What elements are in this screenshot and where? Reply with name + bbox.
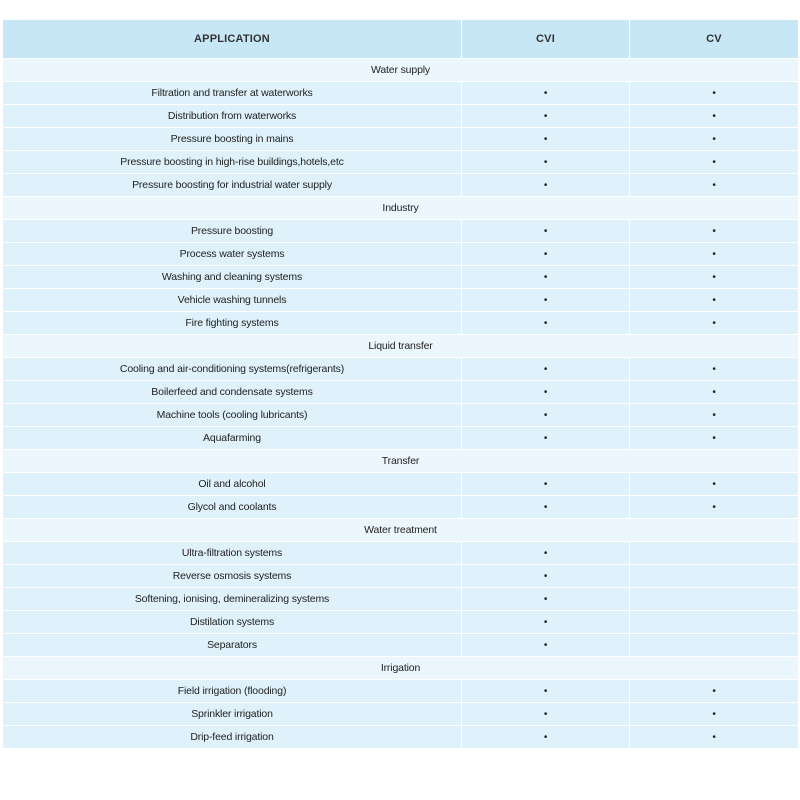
cv-availability-mark: •: [712, 709, 716, 720]
cv-cell: [630, 289, 799, 312]
cv-availability-mark: •: [712, 410, 716, 421]
cv-cell: [630, 565, 799, 588]
section-title: Irrigation: [3, 657, 799, 680]
section-row: [3, 519, 799, 542]
cv-cell: [630, 473, 799, 496]
cvi-cell: [462, 588, 630, 611]
cvi-availability-mark: •: [543, 364, 548, 375]
section-title: Water treatment: [3, 519, 799, 542]
cvi-cell: [462, 243, 630, 266]
cvi-availability-mark: •: [543, 732, 548, 743]
cv-availability-mark: •: [712, 318, 716, 329]
cvi-availability-mark: •: [543, 548, 548, 559]
cvi-cell: [462, 128, 630, 151]
cvi-availability-mark: •: [543, 433, 548, 444]
cvi-availability-mark: •: [543, 111, 548, 122]
cvi-cell: [462, 381, 630, 404]
cvi-availability-mark: •: [543, 180, 548, 191]
cv-availability-mark: •: [712, 111, 716, 122]
section-title: Liquid transfer: [3, 335, 799, 358]
header-application: APPLICATION: [3, 20, 462, 59]
cv-cell: [630, 427, 799, 450]
application-cell: Machine tools (cooling lubricants): [3, 404, 462, 427]
application-cell: Separators: [3, 634, 462, 657]
cvi-availability-mark: •: [543, 640, 548, 651]
table-row: [3, 588, 799, 611]
table-row: [3, 726, 799, 749]
table-row: [3, 381, 799, 404]
section-title: Water supply: [3, 59, 799, 82]
section-row: [3, 197, 799, 220]
cv-availability-mark: •: [712, 387, 716, 398]
application-cell: Pressure boosting for industrial water supply: [3, 174, 462, 197]
section-title: Transfer: [3, 450, 799, 473]
cv-cell: [630, 404, 799, 427]
cvi-cell: [462, 151, 630, 174]
header-row: [3, 20, 799, 59]
cvi-availability-mark: •: [543, 502, 548, 513]
table-row: [3, 358, 799, 381]
cv-cell: [630, 703, 799, 726]
cv-cell: [630, 312, 799, 335]
cvi-availability-mark: •: [543, 318, 548, 329]
cvi-cell: [462, 266, 630, 289]
table-row: [3, 565, 799, 588]
cvi-cell: [462, 427, 630, 450]
cvi-cell: [462, 82, 630, 105]
cv-availability-mark: •: [712, 433, 716, 444]
cv-cell: [630, 381, 799, 404]
cvi-availability-mark: •: [543, 617, 548, 628]
cv-cell: [630, 266, 799, 289]
application-cell: Field irrigation (flooding): [3, 680, 462, 703]
cvi-availability-mark: •: [543, 134, 548, 145]
cvi-availability-mark: •: [543, 410, 548, 421]
cv-cell: [630, 496, 799, 519]
cvi-availability-mark: •: [543, 272, 548, 283]
application-cell: Glycol and coolants: [3, 496, 462, 519]
cvi-cell: [462, 542, 630, 565]
table-row: [3, 220, 799, 243]
cv-cell: [630, 174, 799, 197]
cv-availability-mark: •: [712, 180, 716, 191]
table-body: [3, 59, 799, 749]
cv-availability-mark: •: [712, 226, 716, 237]
application-cell: Fire fighting systems: [3, 312, 462, 335]
cvi-cell: [462, 174, 630, 197]
application-cell: Process water systems: [3, 243, 462, 266]
cvi-cell: [462, 726, 630, 749]
cvi-availability-mark: •: [543, 709, 548, 720]
section-row: [3, 450, 799, 473]
cvi-cell: [462, 634, 630, 657]
application-cell: Pressure boosting: [3, 220, 462, 243]
cv-cell: [630, 542, 799, 565]
cvi-cell: [462, 289, 630, 312]
cvi-cell: [462, 358, 630, 381]
table-row: [3, 404, 799, 427]
cv-availability-mark: •: [712, 295, 716, 306]
cvi-cell: [462, 473, 630, 496]
cv-availability-mark: •: [712, 502, 716, 513]
cv-availability-mark: •: [712, 249, 716, 260]
cvi-availability-mark: •: [543, 88, 548, 99]
application-cell: Softening, ionising, demineralizing systems: [3, 588, 462, 611]
cvi-cell: [462, 496, 630, 519]
cv-availability-mark: •: [712, 88, 716, 99]
cv-availability-mark: •: [712, 686, 716, 697]
table-row: [3, 634, 799, 657]
application-cell: Oil and alcohol: [3, 473, 462, 496]
application-cell: Filtration and transfer at waterworks: [3, 82, 462, 105]
application-cell: Ultra-filtration systems: [3, 542, 462, 565]
application-cell: Distribution from waterworks: [3, 105, 462, 128]
header-cvi: CVI: [462, 20, 630, 59]
application-cell: Reverse osmosis systems: [3, 565, 462, 588]
table-row: [3, 542, 799, 565]
table-row: [3, 703, 799, 726]
table-row: [3, 266, 799, 289]
cvi-availability-mark: •: [543, 479, 548, 490]
header-cv: CV: [630, 20, 799, 59]
cv-cell: [630, 243, 799, 266]
table-row: [3, 243, 799, 266]
table-row: [3, 312, 799, 335]
cv-availability-mark: •: [712, 157, 716, 168]
section-row: [3, 657, 799, 680]
application-table: [2, 19, 799, 749]
table-row: [3, 427, 799, 450]
table-row: [3, 289, 799, 312]
cvi-cell: [462, 220, 630, 243]
cvi-cell: [462, 703, 630, 726]
application-cell: Pressure boosting in mains: [3, 128, 462, 151]
cvi-availability-mark: •: [543, 387, 548, 398]
cv-cell: [630, 128, 799, 151]
cv-cell: [630, 358, 799, 381]
application-cell: Cooling and air-conditioning systems(refrigerants): [3, 358, 462, 381]
cvi-availability-mark: •: [543, 226, 548, 237]
cv-availability-mark: •: [712, 272, 716, 283]
cvi-cell: [462, 105, 630, 128]
application-cell: Sprinkler irrigation: [3, 703, 462, 726]
table-row: [3, 151, 799, 174]
cv-availability-mark: •: [712, 732, 716, 743]
cv-availability-mark: •: [712, 479, 716, 490]
cv-cell: [630, 105, 799, 128]
cv-availability-mark: •: [712, 134, 716, 145]
table-row: [3, 82, 799, 105]
cv-cell: [630, 220, 799, 243]
cvi-availability-mark: •: [543, 295, 548, 306]
cvi-availability-mark: •: [543, 686, 548, 697]
application-cell: Pressure boosting in high-rise buildings,hotels,etc: [3, 151, 462, 174]
cvi-cell: [462, 611, 630, 634]
application-cell: Distilation systems: [3, 611, 462, 634]
table-row: [3, 680, 799, 703]
cvi-cell: [462, 312, 630, 335]
table-row: [3, 128, 799, 151]
cv-cell: [630, 588, 799, 611]
application-cell: Washing and cleaning systems: [3, 266, 462, 289]
section-title: Industry: [3, 197, 799, 220]
table-row: [3, 496, 799, 519]
application-cell: Drip-feed irrigation: [3, 726, 462, 749]
cvi-availability-mark: •: [543, 157, 548, 168]
cvi-cell: [462, 404, 630, 427]
cv-cell: [630, 680, 799, 703]
cv-cell: [630, 82, 799, 105]
cv-availability-mark: •: [712, 364, 716, 375]
cvi-availability-mark: •: [543, 249, 548, 260]
table-row: [3, 105, 799, 128]
application-cell: Boilerfeed and condensate systems: [3, 381, 462, 404]
application-cell: Vehicle washing tunnels: [3, 289, 462, 312]
cv-cell: [630, 611, 799, 634]
cvi-availability-mark: •: [543, 594, 548, 605]
table-row: [3, 174, 799, 197]
cv-cell: [630, 151, 799, 174]
cvi-cell: [462, 680, 630, 703]
section-row: [3, 59, 799, 82]
table-row: [3, 473, 799, 496]
cv-cell: [630, 726, 799, 749]
cv-cell: [630, 634, 799, 657]
application-cell: Aquafarming: [3, 427, 462, 450]
cvi-availability-mark: •: [543, 571, 548, 582]
table-row: [3, 611, 799, 634]
section-row: [3, 335, 799, 358]
cvi-cell: [462, 565, 630, 588]
